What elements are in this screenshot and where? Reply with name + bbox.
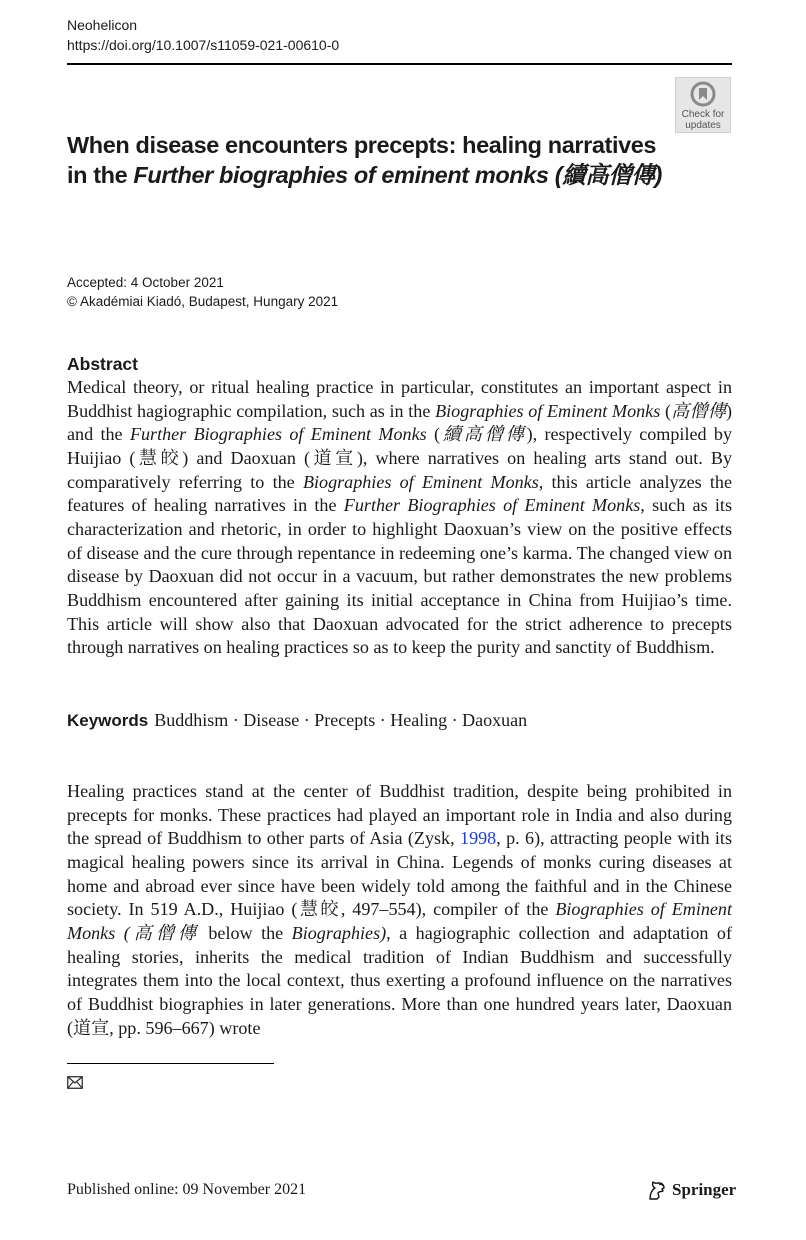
doi-link[interactable]: https://doi.org/10.1007/s11059-021-00610-0 xyxy=(67,37,340,53)
springer-logo xyxy=(646,1179,736,1203)
accepted-date: Accepted: 4 October 2021 xyxy=(67,275,224,290)
badge-line-1: Check for xyxy=(681,109,725,120)
title-line-2-prefix: in the xyxy=(67,162,134,188)
abstract-heading: Abstract xyxy=(67,354,138,374)
citation-link-1998[interactable]: 1998 xyxy=(460,828,497,849)
springer-horse-icon xyxy=(646,1179,668,1201)
badge-line-2: updates xyxy=(685,120,721,131)
published-online-date: Published online: 09 November 2021 xyxy=(67,1181,307,1198)
keywords-label: Keywords xyxy=(67,711,149,730)
body-paragraph: Healing practices stand at the center of Buddhist tradition, despite being prohibited in precepts for monks. These practices had played an important role in India and also during the spread of Buddhism to other parts of Asia (Zysk, 1998, p. 6), attracting people with its magical healing powers since its arrival in China. Legends of monks curing diseases at home and abroad ever since have been widely told among the faithful and in the Chinese society. In 519 A.D., Huijiao (慧皎, 497–554), compiler of the Biographies of Eminent Monks (高僧傳 below the Biographies), a hagiographic collection and adaptation of healing stories, inherits the medical tradition of Indian Buddhism and successfully integrates them into the local context, thus exerting a profound influence on the narratives of Buddhist biographies in later generations. More than one hundred years later, Daoxuan (道宣, pp. 596–667) wrote xyxy=(67,781,733,1038)
copyright-notice: © Akadémiai Kiadó, Budapest, Hungary 2021 xyxy=(67,294,339,309)
check-for-updates-icon xyxy=(690,81,716,107)
envelope-icon[interactable] xyxy=(67,1076,83,1089)
journal-name: Neohelicon xyxy=(67,17,138,33)
check-for-updates-badge[interactable] xyxy=(675,77,731,133)
publisher-name: Springer xyxy=(672,1180,737,1199)
title-line-1: When disease encounters precepts: healing narratives xyxy=(67,132,657,158)
keywords xyxy=(67,707,527,735)
article-title xyxy=(67,130,687,190)
footnote-divider xyxy=(67,1063,274,1064)
abstract-text: Medical theory, or ritual healing practice in particular, constitutes an important aspect in Buddhist hagiographic compilation, such as in the Biographies of Eminent Monks (高僧傳) and the Further Biographies of Eminent Monks (續高僧傳), respectively compiled by Huijiao (慧皎) and Daoxuan (道宣), where narratives on healing arts stand out. By comparatively referring to the Biographies of Eminent Monks, this article analyzes the features of healing narratives in the Further Biographies of Eminent Monks, such as its characterization and rhetoric, in order to highlight Daoxuan’s view on the positive effects of disease and the cure through repentance in redeeming one’s karma. The changed view on disease by Daoxuan did not occur in a vacuum, but rather demonstrates the new problems Buddhism encountered after gaining its initial acceptance in China from Huijiao’s time. This article will show also that Daoxuan advocated for the strict adherence to precepts through narratives on healing practices so as to keep the purity and sanctity of Buddhism. xyxy=(67,377,732,658)
keywords-list: Buddhism · Disease · Precepts · Healing · Daoxuan xyxy=(154,710,528,730)
title-line-2-italic: Further biographies of eminent monks (續高僧傳) xyxy=(133,162,662,188)
header-divider xyxy=(67,63,732,65)
